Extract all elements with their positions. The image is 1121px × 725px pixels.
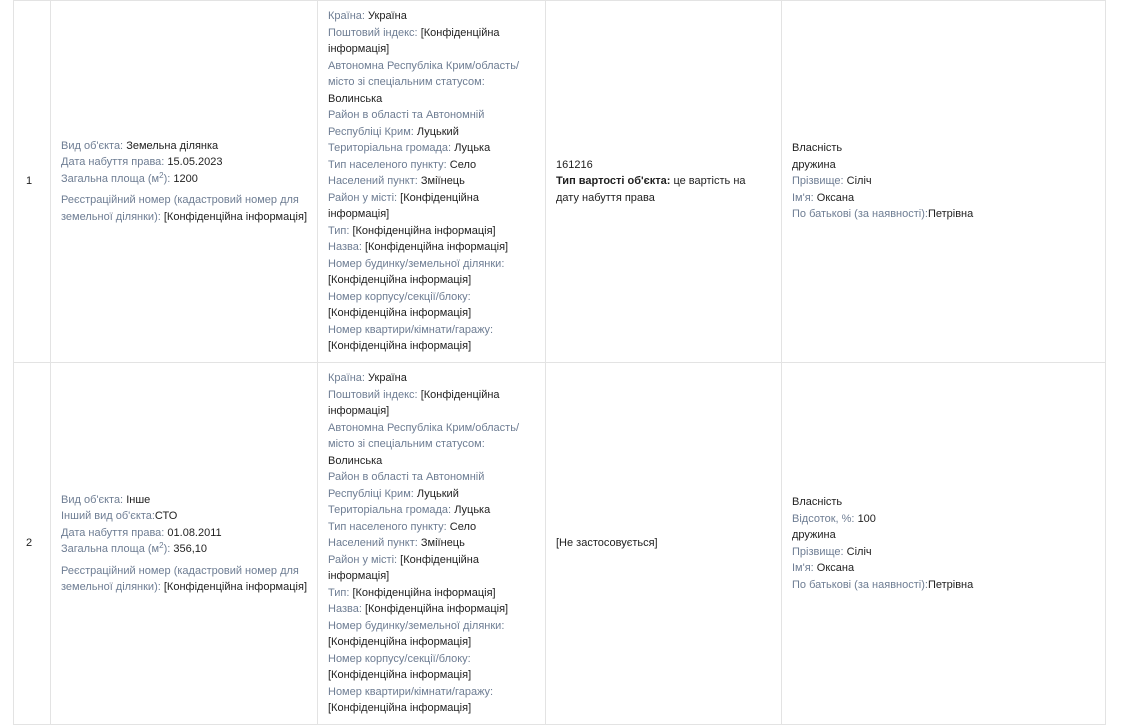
first-name-value: Оксана — [816, 562, 855, 574]
house-number-label: Номер будинку/земельної ділянки: — [328, 619, 505, 632]
acquisition-date-value: 15.05.2023 — [167, 156, 223, 169]
country-value: Україна — [368, 10, 407, 23]
street-name-value: [Конфіденційна інформація] — [364, 603, 509, 616]
patronymic-label: По батькові (за наявності): — [792, 578, 928, 591]
settlement-type-label: Тип населеного пункту: — [328, 158, 447, 171]
apartment-number-label: Номер квартири/кімнати/гаражу: — [328, 323, 494, 336]
share-value: 100 — [857, 512, 876, 525]
building-number-value: [Конфіденційна інформація] — [328, 307, 472, 320]
cost-type-value: це вартість на дату набуття права — [556, 175, 746, 204]
right-type: Власність — [792, 496, 843, 508]
house-number-value: [Конфіденційна інформація] — [328, 636, 472, 649]
relation: дружина — [792, 158, 836, 171]
postal-code-label: Поштовий індекс: — [328, 26, 418, 39]
patronymic-value: Петрівна — [927, 578, 974, 591]
object-type-label: Вид об'єкта: — [61, 139, 124, 152]
first-name-value: Оксана — [816, 191, 855, 204]
country-label: Країна: — [328, 10, 365, 23]
cost-value: 161216 — [556, 158, 593, 171]
street-type-label: Тип: — [328, 224, 350, 237]
rights-cell — [782, 1, 1106, 363]
address-cell — [318, 363, 546, 725]
building-number-label: Номер корпусу/секції/блоку: — [328, 652, 471, 665]
settlement-value: Зміїнець — [420, 537, 465, 550]
district-label: Район в області та Автономній Республіці Крим: — [328, 109, 485, 138]
object-cell — [51, 1, 318, 363]
house-number-value: [Конфіденційна інформація] — [328, 274, 472, 287]
registration-number-label: Реєстраційний номер (кадастровий номер для земельної ділянки): — [61, 194, 299, 223]
area-value: 1200 — [173, 172, 198, 185]
relation: дружина — [792, 529, 836, 541]
registration-number-value: [Конфіденційна інформація] — [163, 210, 307, 223]
settlement-type-label: Тип населеного пункту: — [328, 520, 447, 533]
district-value: Луцький — [416, 125, 459, 138]
area-label: Загальна площа $(м^2)$: — [61, 541, 171, 555]
first-name-label: Ім'я: — [792, 562, 814, 574]
surname-label: Прізвище: — [792, 545, 844, 558]
cost-cell — [546, 363, 782, 725]
postal-code-label: Поштовий індекс: — [328, 388, 418, 401]
table-row — [14, 1, 1106, 363]
registration-number-value: [Конфіденційна інформація] — [163, 581, 307, 593]
city-district-value: [Конфіденційна інформація] — [328, 191, 479, 221]
other-object-type-value: СТО — [154, 510, 178, 522]
street-name-label: Назва: — [328, 241, 362, 254]
area-value: 356,10 — [173, 543, 208, 555]
community-value: Луцька — [454, 142, 491, 155]
row-number: 1 — [14, 1, 51, 363]
street-type-value: [Конфіденційна інформація] — [352, 224, 496, 237]
community-label: Територіальна громада: — [328, 504, 452, 517]
region-label: Автономна Республіка Крим/область/місто зі спеціальним статусом: — [328, 59, 519, 89]
object-type-value: Інше — [126, 493, 151, 506]
table-row — [14, 363, 1106, 725]
building-number-label: Номер корпусу/секції/блоку: — [328, 290, 471, 303]
area-label: Загальна площа $(м^2)$: — [61, 170, 171, 185]
house-number-label: Номер будинку/земельної ділянки: — [328, 257, 505, 270]
property-table — [13, 0, 1106, 725]
rights-cell — [782, 363, 1106, 725]
city-district-label: Район у місті: — [328, 191, 398, 204]
object-cell — [51, 363, 318, 725]
postal-code-value: [Конфіденційна інформація] — [328, 388, 500, 418]
surname-value: Сіліч — [846, 545, 872, 558]
region-value: Волинська — [328, 454, 383, 467]
registration-number-label: Реєстраційний номер (кадастровий номер для земельної ділянки): — [61, 564, 299, 593]
first-name-label: Ім'я: — [792, 191, 814, 204]
acquisition-date-label: Дата набуття права: — [61, 526, 165, 539]
district-label: Район в області та Автономній Республіці Крим: — [328, 471, 485, 500]
apartment-number-value: [Конфіденційна інформація] — [328, 702, 472, 715]
settlement-label: Населений пункт: — [328, 537, 418, 550]
street-name-value: [Конфіденційна інформація] — [364, 241, 509, 254]
surname-label: Прізвище: — [792, 175, 844, 188]
region-value: Волинська — [328, 92, 383, 105]
building-number-value: [Конфіденційна інформація] — [328, 669, 472, 682]
street-type-value: [Конфіденційна інформація] — [352, 586, 496, 599]
settlement-value: Зміїнець — [420, 175, 465, 188]
region-label: Автономна Республіка Крим/область/місто зі спеціальним статусом: — [328, 421, 519, 451]
settlement-type-value: Село — [449, 520, 477, 533]
apartment-number-value: [Конфіденційна інформація] — [328, 340, 472, 353]
street-name-label: Назва: — [328, 603, 362, 616]
object-type-value: Земельна ділянка — [126, 139, 219, 152]
patronymic-value: Петрівна — [927, 208, 974, 221]
city-district-label: Район у місті: — [328, 553, 398, 566]
other-object-type-label: Інший вид об'єкта: — [61, 510, 155, 522]
postal-code-value: [Конфіденційна інформація] — [328, 26, 500, 56]
city-district-value: [Конфіденційна інформація] — [328, 553, 479, 583]
cost-type-label: Тип вартості об'єкта: — [556, 175, 671, 188]
surname-value: Сіліч — [846, 175, 872, 188]
row-number: 2 — [14, 363, 51, 725]
country-value: Україна — [368, 372, 407, 385]
share-label: Відсоток, %: — [792, 512, 855, 525]
cost-cell — [546, 1, 782, 363]
district-value: Луцький — [416, 487, 459, 500]
country-label: Країна: — [328, 372, 365, 385]
street-type-label: Тип: — [328, 586, 350, 599]
right-type: Власність — [792, 142, 843, 155]
apartment-number-label: Номер квартири/кімнати/гаражу: — [328, 685, 494, 698]
settlement-type-value: Село — [449, 158, 477, 171]
community-label: Територіальна громада: — [328, 142, 452, 155]
settlement-label: Населений пункт: — [328, 175, 418, 188]
address-cell — [318, 1, 546, 363]
cost-value: [Не застосовується] — [556, 537, 658, 550]
acquisition-date-value: 01.08.2011 — [167, 526, 222, 539]
patronymic-label: По батькові (за наявності): — [792, 208, 928, 221]
object-type-label: Вид об'єкта: — [61, 493, 124, 506]
community-value: Луцька — [454, 504, 491, 517]
acquisition-date-label: Дата набуття права: — [61, 156, 165, 169]
